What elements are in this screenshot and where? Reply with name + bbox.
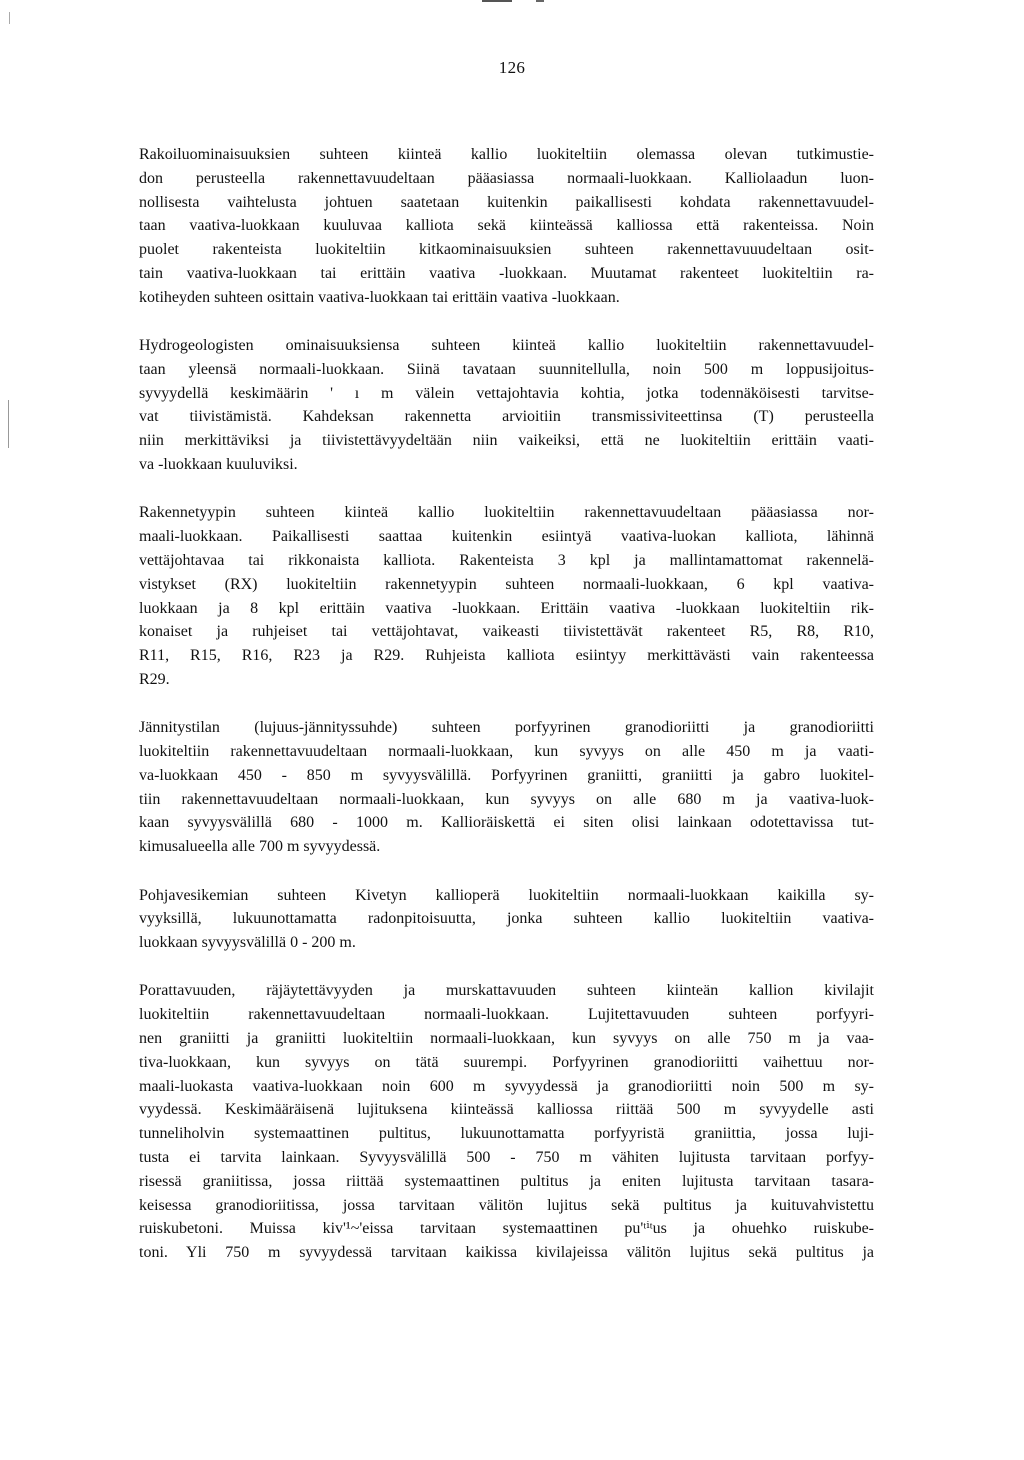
text-line: tusta ei tarvita lainkaan. Syvyysvälillä 500 - 750 m vähiten lujitusta tarvitaan porfyy- (139, 1148, 874, 1166)
text-line: Porattavuuden, räjäytettävyyden ja murskattavuuden suhteen kiinteän kallion kivilajit (139, 982, 874, 1000)
paragraph (139, 334, 874, 477)
text-line: tiva-luokkaan, kun syvyys on tätä suurempi. Porfyyrinen granodioriitti vaihettuu nor- (139, 1053, 874, 1071)
text-line: niin merkittäviksi ja tiivistettävyydeltään niin vaikeiksi, että ne luokiteltiin erittäin vaati- (139, 432, 874, 450)
scan-artifact (536, 0, 544, 2)
text-line: keisessa granodioriitissa, jossa tarvitaan välitön lujitus sekä pultitus ja kuituvahvistettu (139, 1196, 874, 1214)
text-line: R11, R15, R16, R23 ja R29. Ruhjeista kalliota esiintyy merkittävästi vain rakenteessa (139, 647, 874, 665)
text-line: luokkaan ja 8 kpl erittäin vaativa -luokkaan. Erittäin vaativa -luokkaan luokiteltiin rik- (139, 599, 874, 617)
text-line: luokiteltiin rakennettavuudeltaan normaali-luokkaan. Lujitettavuuden suhteen porfyyri- (139, 1006, 874, 1024)
text-line: toni. Yli 750 m syvyydessä tarvitaan kaikissa kivilajeissa välitön lujitus sekä pultitus ja (139, 1244, 874, 1262)
text-line: ruiskubetoni. Muissa kiv'¹~'eissa tarvitaan systemaattinen pu'ᵗⁱᵗus ja ohuehko ruiskube- (139, 1220, 874, 1238)
text-line: taan yleensä normaali-luokkaan. Siinä tavataan suunnitellulla, noin 500 m loppusijoitus- (139, 360, 874, 378)
text-line: Jännitystilan (lujuus-jännityssuhde) suhteen porfyyrinen granodioriitti ja granodioriitti (139, 719, 874, 737)
text-line: maali-luokkaan. Paikallisesti saattaa kuitenkin esiintyä vaativa-luokan kalliota, lähinnä (139, 528, 874, 546)
text-line: puolet rakenteista luokiteltiin kitkaominaisuuksien suhteen rakennettavuuudeltaan osit- (139, 241, 874, 259)
text-line: vettäjohtavaa tai rikkonaista kalliota. Rakenteista 3 kpl ja mallintamattomat rakennelä- (139, 551, 874, 569)
text-line: risessä graniitissa, jossa riittää systemaattinen pultitus ja eniten lujitusta tarvitaan tasara- (139, 1172, 874, 1190)
text-line: Rakoiluominaisuuksien suhteen kiinteä kallio luokiteltiin olemassa olevan tutkimustie- (139, 146, 874, 163)
text-line: va-luokkaan 450 - 850 m syvyysvälillä. Porfyyrinen graniitti, graniitti ja gabro luokitel- (139, 766, 874, 784)
text-line: konaiset ja ruhjeiset tai vettäjohtavat, vaikeasti tiivistettävät rakenteet R5, R8, R10, (139, 623, 874, 641)
page-number: 126 (498, 58, 526, 77)
paragraph (139, 979, 874, 1265)
text-line: Hydrogeologisten ominaisuuksiensa suhteen kiinteä kallio luokiteltiin rakennettavuudel- (139, 337, 874, 355)
paragraph (139, 501, 874, 691)
scan-artifact (482, 0, 512, 2)
text-line: luokkaan syvyysvälillä 0 - 200 m. (139, 934, 356, 952)
text-line: Pohjavesikemian suhteen Kivetyn kallioperä luokiteltiin normaali-luokkaan kaikilla sy- (139, 886, 874, 904)
text-line: R29. (139, 670, 170, 688)
scan-artifact (9, 12, 10, 24)
paragraph (139, 716, 874, 859)
text-line: kaan syvyysvälillä 680 - 1000 m. Kallioräiskettä ei siten olisi lainkaan odotettavissa tut- (139, 814, 874, 832)
text-line: nen graniitti ja graniitti luokiteltiin normaali-luokkaan, kun syvyys on alle 750 m ja vaa- (139, 1030, 874, 1047)
text-line: don perusteella rakennettavuudeltaan pääasiassa normaali-luokkaan. Kalliolaadun luon- (139, 169, 874, 187)
text-line: nollisesta vaihtelusta johtuen saatetaan kuitenkin paikallisesti kohdata rakennettavuudel- (139, 193, 874, 211)
paragraph (139, 143, 874, 310)
text-line: maali-luokasta vaativa-luokkaan noin 600 m syvyydessä ja granodioriitti noin 500 m sy- (139, 1077, 874, 1095)
text-line: tunneliholvin systemaattinen pultitus, lukuunottamatta porfyyristä graniittia, jossa luji- (139, 1125, 874, 1143)
text-line: kotiheyden suhteen osittain vaativa-luokkaan tai erittäin vaativa -luokkaan. (139, 288, 620, 306)
text-line: kimusalueella alle 700 m syvyydessä. (139, 838, 381, 856)
text-line: luokiteltiin rakennettavuudeltaan normaali-luokkaan, kun syvyys on alle 450 m ja vaati- (139, 743, 874, 761)
text-line: vistykset (RX) luokiteltiin rakennetyypin suhteen normaali-luokkaan, 6 kpl vaativa- (139, 575, 874, 593)
text-line: vat tiivistämistä. Kahdeksan rakennetta arvioitiin transmissiviteettinsa (T) perusteella (139, 408, 874, 426)
text-line: tain vaativa-luokkaan tai erittäin vaativa -luokkaan. Muutamat rakenteet luokiteltiin ra- (139, 264, 874, 282)
text-line: vyyksillä, lukuunottamatta radonpitoisuutta, jonka suhteen kallio luokiteltiin vaativa- (139, 910, 874, 928)
text-line: tiin rakennettavuudeltaan normaali-luokkaan, kun syvyys on alle 680 m ja vaativa-luok- (139, 790, 874, 808)
text-line: vyydessä. Keskimääräisenä lujituksena kiinteässä kalliossa riittää 500 m syvyydelle asti (139, 1101, 874, 1119)
text-line: va -luokkaan kuuluviksi. (139, 456, 298, 474)
scan-artifact (8, 400, 9, 448)
body-text (139, 143, 874, 1289)
text-line: taan vaativa-luokkaan kuuluvaa kalliota sekä kiinteässä kalliossa että rakenteissa. Noin (139, 217, 874, 235)
text-line: syvyydellä keskimäärin ' ı m välein vettajohtavia kohtia, jotka todennäköisesti tarvitse- (139, 384, 874, 402)
text-line: Rakennetyypin suhteen kiinteä kallio luokiteltiin rakennettavuudeltaan pääasiassa nor- (139, 504, 874, 522)
paragraph (139, 884, 874, 955)
